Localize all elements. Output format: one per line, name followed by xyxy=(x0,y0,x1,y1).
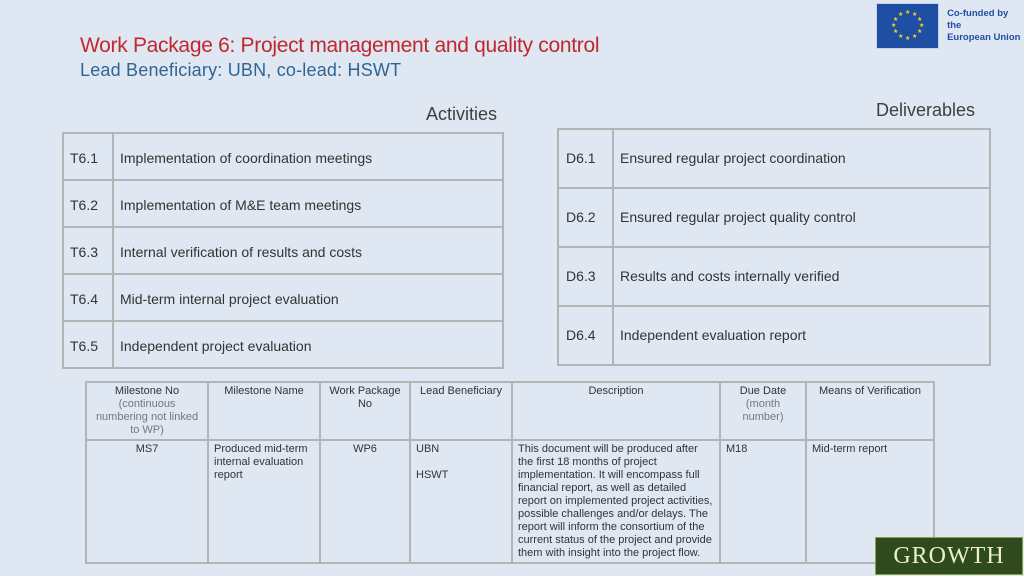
table-row xyxy=(63,133,503,180)
col-work-package: Work Package No xyxy=(320,382,410,440)
activity-text: Implementation of M&E team meetings xyxy=(113,180,503,227)
table-row xyxy=(558,306,990,365)
deliverable-code: D6.2 xyxy=(558,188,613,247)
milestones-header-row xyxy=(86,382,934,440)
eu-logo xyxy=(876,3,1024,49)
col-means-of-verification: Means of Verification xyxy=(806,382,934,440)
table-row xyxy=(63,227,503,274)
activity-code: T6.1 xyxy=(63,133,113,180)
deliverables-table xyxy=(557,128,991,366)
page-subtitle: Lead Beneficiary: UBN, co-lead: HSWT xyxy=(80,60,402,80)
milestone-name: Produced mid-term internal evaluation report xyxy=(208,440,320,563)
milestone-description: This document will be produced after the first 18 months of project implementation. It will encompass full financial report, as well as detailed report on implemented project activities, possible challenges and/or delays. The report will inform the consortium of the current status of the project and provide them with insight into the project flow. xyxy=(512,440,720,563)
col-description: Description xyxy=(512,382,720,440)
table-row xyxy=(558,129,990,188)
milestone-work-package: WP6 xyxy=(320,440,410,563)
eu-logo-text: Co-funded by the European Union xyxy=(947,8,1021,43)
activities-heading: Activities xyxy=(426,104,498,124)
table-row xyxy=(63,274,503,321)
col-milestone-name: Milestone Name xyxy=(208,382,320,440)
milestone-lead-2: HSWT xyxy=(416,469,449,481)
col-milestone-no xyxy=(86,382,208,440)
col-due-date-label: Due Date xyxy=(739,385,787,397)
deliverable-code: D6.4 xyxy=(558,306,613,365)
activity-code: T6.3 xyxy=(63,227,113,274)
milestone-lead xyxy=(410,440,512,563)
deliverables-heading: Deliverables xyxy=(876,100,976,120)
deliverable-text: Ensured regular project coordination xyxy=(613,129,990,188)
milestones-table xyxy=(85,381,935,564)
table-row xyxy=(558,247,990,306)
col-milestone-no-label: Milestone No xyxy=(114,385,180,397)
table-row xyxy=(558,188,990,247)
deliverable-code: D6.1 xyxy=(558,129,613,188)
milestone-verification: Mid-term report xyxy=(806,440,934,563)
activity-text: Implementation of coordination meetings xyxy=(113,133,503,180)
activities-table xyxy=(62,132,504,369)
activity-code: T6.4 xyxy=(63,274,113,321)
activity-code: T6.2 xyxy=(63,180,113,227)
table-row xyxy=(63,180,503,227)
col-due-date xyxy=(720,382,806,440)
milestone-lead-1: UBN xyxy=(416,443,440,455)
activity-text: Mid-term internal project evaluation xyxy=(113,274,503,321)
col-due-date-note: (month number) xyxy=(742,398,784,423)
deliverable-text: Independent evaluation report xyxy=(613,306,990,365)
col-lead-beneficiary: Lead Beneficiary xyxy=(410,382,512,440)
milestone-no: MS7 xyxy=(86,440,208,563)
growth-logo: GROWTH xyxy=(875,537,1023,575)
activity-text: Independent project evaluation xyxy=(113,321,503,368)
deliverable-code: D6.3 xyxy=(558,247,613,306)
table-row xyxy=(63,321,503,368)
page-title: Work Package 6: Project management and quality control xyxy=(80,34,600,57)
deliverable-text: Ensured regular project quality control xyxy=(613,188,990,247)
col-milestone-no-note: (continuous numbering not linked to WP) xyxy=(95,398,199,436)
activity-text: Internal verification of results and costs xyxy=(113,227,503,274)
eu-flag-icon: ★ ★ ★ ★ ★ ★ ★ ★ ★ ★ ★ ★ xyxy=(876,3,939,49)
table-row xyxy=(86,440,934,563)
activity-code: T6.5 xyxy=(63,321,113,368)
deliverable-text: Results and costs internally verified xyxy=(613,247,990,306)
milestone-due-date: M18 xyxy=(720,440,806,563)
